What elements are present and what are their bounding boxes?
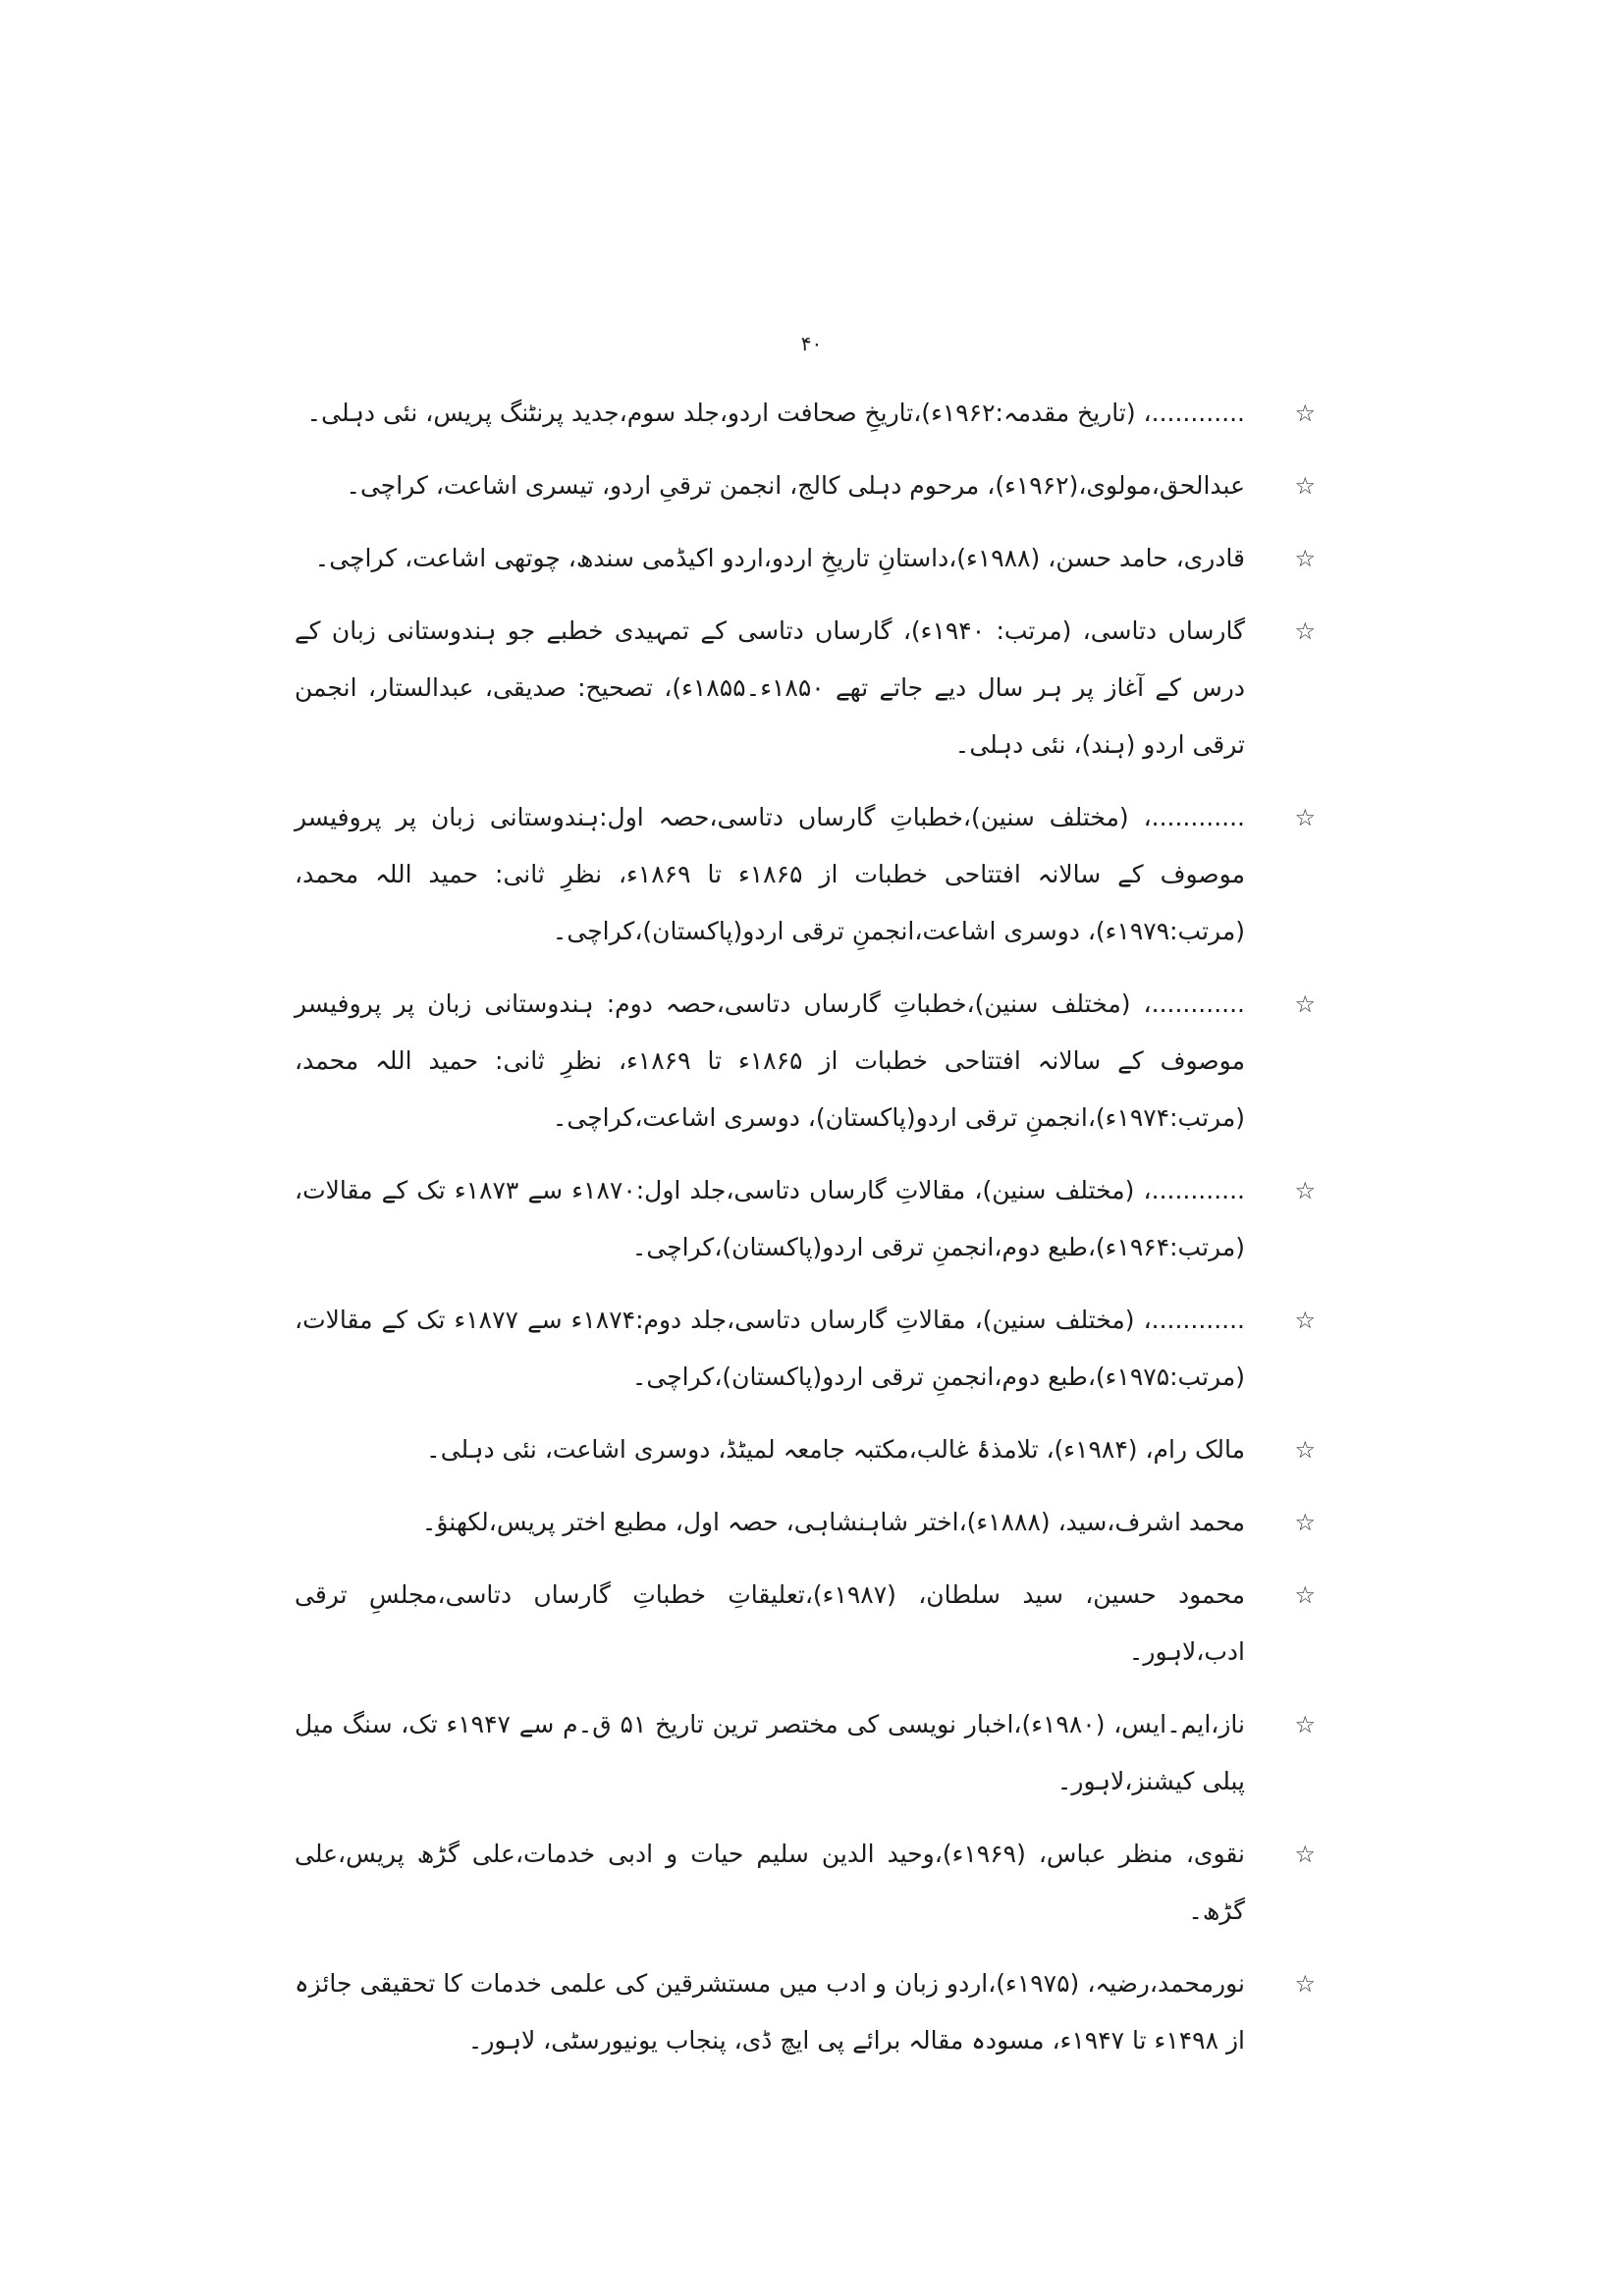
star-outline-icon: ☆	[1294, 1711, 1316, 1738]
bibliography-entry-text: عبدالحق،مولوی،(۱۹۶۲ء)، مرحوم دہلی کالج، انجمن ترقیِ اردو، تیسری اشاعت، کراچی۔	[346, 471, 1245, 500]
bibliography-entry	[295, 1421, 1316, 1478]
bibliography-entry-text: ............، (مختلف سنین)،خطباتِ گارساں دتاسی،حصہ دوم: ہندوستانی زبان پر پروفیسر موصوف کے سالانہ افتتاحی خطبات از ۱۸۶۵ء تا ۱۸۶۹ء، نظرِ ثانی: حمید اللہ محمد، (مرتب:۱۹۷۴ء)،انجمنِ ترقی اردو(پاکستان)، دوسری اشاعت،کراچی۔	[295, 989, 1245, 1132]
bibliography-entry-text: ............، (مختلف سنین)،خطباتِ گارساں دتاسی،حصہ اول:ہندوستانی زبان پر پروفیسر موصوف کے سالانہ افتتاحی خطبات از ۱۸۶۵ء تا ۱۸۶۹ء، نظرِ ثانی: حمید اللہ محمد، (مرتب:۱۹۷۹ء)، دوسری اشاعت،انجمنِ ترقی اردو(پاکستان)،کراچی۔	[295, 803, 1245, 945]
bibliography-entry	[295, 1826, 1316, 1940]
bibliography-entry	[295, 789, 1316, 960]
star-outline-icon: ☆	[1294, 990, 1316, 1018]
bibliography-entry-text: محمود حسین، سید سلطان، (۱۹۸۷ء)،تعلیقاتِ خطباتِ گارساں دتاسی،مجلسِ ترقی ادب،لاہور۔	[295, 1580, 1245, 1666]
bibliography-entry	[295, 1955, 1316, 2069]
page-number: ۴۰	[800, 332, 823, 355]
bibliography-entry	[295, 1292, 1316, 1406]
star-outline-icon: ☆	[1294, 1970, 1316, 1998]
bibliography-list	[295, 385, 1316, 2085]
bibliography-entry	[295, 1696, 1316, 1810]
bibliography-entry	[295, 385, 1316, 442]
bibliography-entry-text: ناز،ایم۔ایس، (۱۹۸۰ء)،اخبار نویسی کی مختصر ترین تاریخ ۵۱ ق۔م سے ۱۹۴۷ء تک، سنگ میل پبلی کیشنز،لاہور۔	[295, 1710, 1245, 1795]
bibliography-entry	[295, 976, 1316, 1147]
bibliography-entry	[295, 1494, 1316, 1551]
star-outline-icon: ☆	[1294, 617, 1316, 645]
star-outline-icon: ☆	[1294, 472, 1316, 500]
bibliography-entry	[295, 603, 1316, 774]
star-outline-icon: ☆	[1294, 1581, 1316, 1609]
bibliography-entry-text: نقوی، منظر عباس، (۱۹۶۹ء)،وحید الدین سلیم حیات و ادبی خدمات،علی گڑھ پریس،علی گڑھ۔	[295, 1840, 1245, 1925]
star-outline-icon: ☆	[1294, 1436, 1316, 1464]
star-outline-icon: ☆	[1294, 1841, 1316, 1868]
bibliography-entry-text: گارساں دتاسی، (مرتب: ۱۹۴۰ء)، گارساں دتاسی کے تمہیدی خطبے جو ہندوستانی زبان کے درس کے آغاز پر ہر سال دیے جاتے تھے ۱۸۵۰ء۔۱۸۵۵ء)، تصحیح: صدیقی، عبدالستار، انجمن ترقی اردو (ہند)، نئی دہلی۔	[295, 616, 1245, 759]
star-outline-icon: ☆	[1294, 400, 1316, 427]
bibliography-entry-text: محمد اشرف،سید، (۱۸۸۸ء)،اختر شاہنشاہی، حصہ اول، مطبع اختر پریس،لکھنؤ۔	[421, 1508, 1245, 1536]
bibliography-entry	[295, 1162, 1316, 1276]
bibliography-entry-text: قادری، حامد حسن، (۱۹۸۸ء)،داستانِ تاریخِ اردو،اردو اکیڈمی سندھ، چوتھی اشاعت، کراچی۔	[314, 544, 1245, 572]
star-outline-icon: ☆	[1294, 1509, 1316, 1536]
star-outline-icon: ☆	[1294, 545, 1316, 572]
bibliography-entry-text: ............، (مختلف سنین)، مقالاتِ گارساں دتاسی،جلد اول:۱۸۷۰ء سے ۱۸۷۳ء تک کے مقالات، (مرتب:۱۹۶۴ء)،طبع دوم،انجمنِ ترقی اردو(پاکستان)،کراچی۔	[295, 1176, 1245, 1261]
bibliography-entry-text: ............، (تاریخ مقدمہ:۱۹۶۲ء)،تاریخِ صحافت اردو،جلد سوم،جدید پرنٹنگ پریس، نئی دہلی۔	[306, 399, 1245, 427]
bibliography-entry-text: نورمحمد،رضیہ، (۱۹۷۵ء)،اردو زبان و ادب میں مستشرقین کی علمی خدمات کا تحقیقی جائزہ از ۱۴۹۸ء تا ۱۹۴۷ء، مسودہ مقالہ برائے پی ایچ ڈی، پنجاب یونیورسٹی، لاہور۔	[295, 1969, 1245, 2055]
star-outline-icon: ☆	[1294, 1177, 1316, 1204]
bibliography-entry-text: ............، (مختلف سنین)، مقالاتِ گارساں دتاسی،جلد دوم:۱۸۷۴ء سے ۱۸۷۷ء تک کے مقالات، (مرتب:۱۹۷۵ء)،طبع دوم،انجمنِ ترقی اردو(پاکستان)،کراچی۔	[295, 1306, 1246, 1391]
bibliography-entry	[295, 1567, 1316, 1681]
bibliography-entry-text: مالک رام، (۱۹۸۴ء)، تلامذۂ غالب،مکتبہ جامعہ لمیٹڈ، دوسری اشاعت، نئی دہلی۔	[426, 1435, 1245, 1464]
star-outline-icon: ☆	[1294, 1307, 1316, 1334]
star-outline-icon: ☆	[1294, 804, 1316, 831]
bibliography-entry	[295, 530, 1316, 587]
bibliography-entry	[295, 457, 1316, 514]
